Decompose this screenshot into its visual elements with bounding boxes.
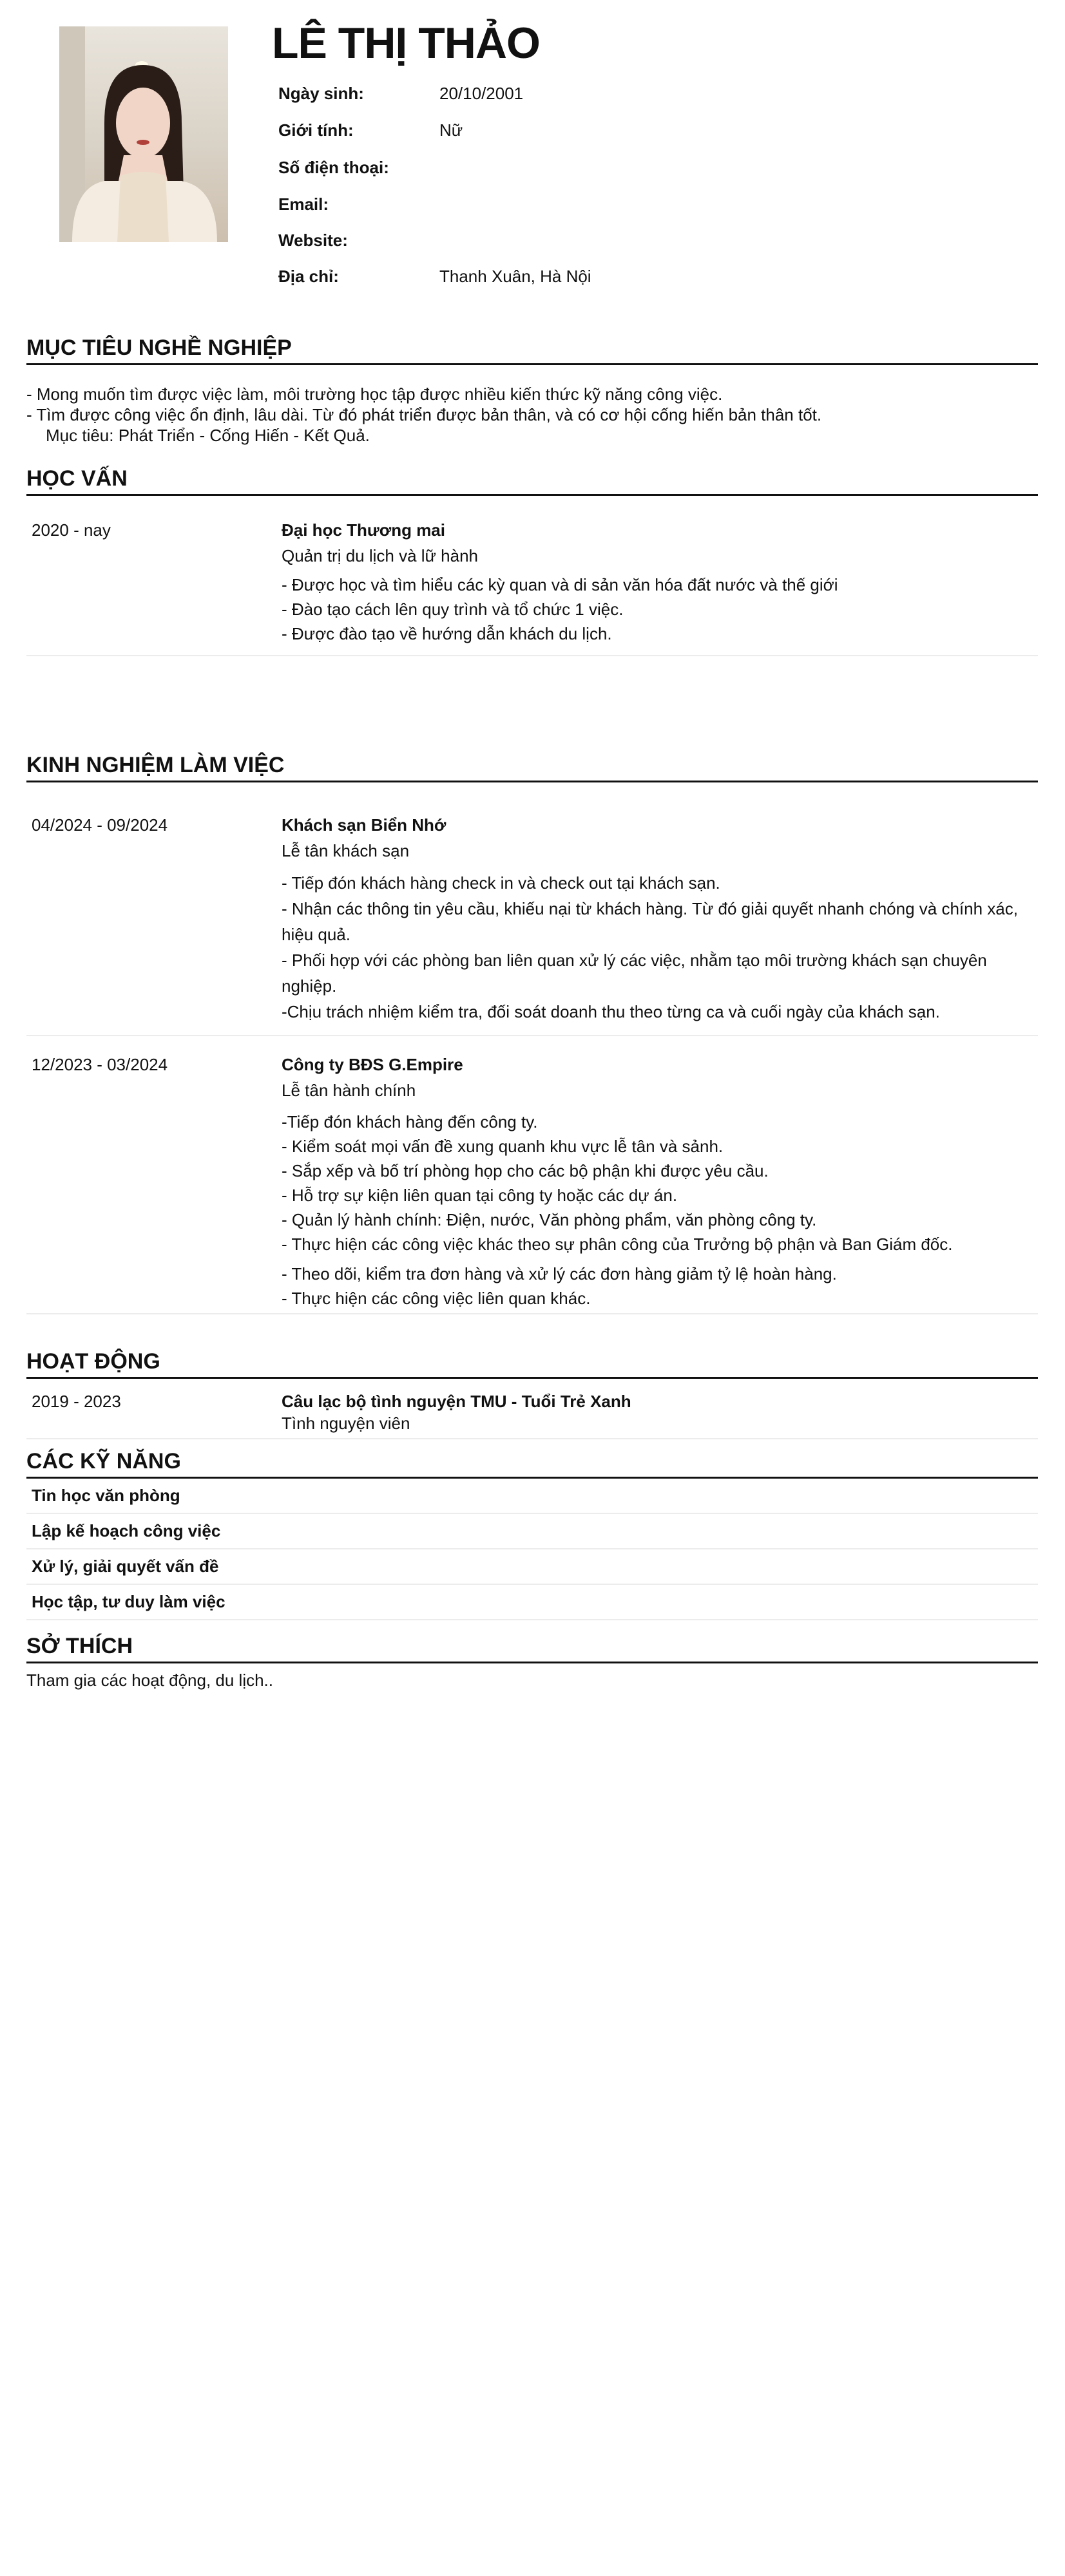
company-name: Công ty BĐS G.Empire <box>282 1055 463 1074</box>
skill-item: Xử lý, giải quyết vấn đề <box>26 1549 1038 1585</box>
experience-item <box>26 782 1038 1036</box>
info-email <box>278 194 858 220</box>
hobbies-text: Tham gia các hoạt động, du lịch.. <box>26 1671 274 1690</box>
education-bullet: - Đào tạo cách lên quy trình và tổ chức 1 việc. <box>282 600 624 619</box>
skill-item: Học tập, tư duy làm việc <box>26 1585 1038 1620</box>
info-label: Địa chỉ: <box>278 267 339 286</box>
experience-bullet: - Phối hợp với các phòng ban liên quan xử lý các việc, nhằm tạo môi trường khách sạn chuyên nghiệp. <box>282 951 987 996</box>
experience-bullet: - Kiểm soát mọi vấn đề xung quanh khu vực lễ tân và sảnh. <box>282 1137 724 1156</box>
profile-photo <box>59 26 228 242</box>
experience-bullet: - Thực hiện các công việc khác theo sự phân công của Trưởng bộ phận và Ban Giám đốc. <box>282 1235 953 1254</box>
experience-date: 04/2024 - 09/2024 <box>32 815 168 835</box>
objective-line: Mục tiêu: Phát Triển - Cống Hiến - Kết Quả. <box>46 426 370 445</box>
education-section <box>26 463 1038 656</box>
hobbies-section <box>26 1631 1038 1690</box>
experience-item <box>26 1036 1038 1314</box>
experience-section <box>26 750 1038 1314</box>
education-item <box>26 496 1038 656</box>
objective-line: - Tìm được công việc ổn định, lâu dài. Từ đó phát triển được bản thân, và có cơ hội cống hiến bản thân tốt. <box>26 405 822 424</box>
experience-bullet: - Tiếp đón khách hàng check in và check out tại khách sạn. <box>282 873 720 893</box>
info-address <box>278 267 858 292</box>
info-value: Thanh Xuân, Hà Nội <box>439 267 591 286</box>
info-value: 20/10/2001 <box>439 84 524 103</box>
job-role: Lễ tân khách sạn <box>282 841 410 860</box>
experience-bullet: - Quản lý hành chính: Điện, nước, Văn phòng phẩm, văn phòng công ty. <box>282 1210 817 1229</box>
experience-bullet: - Sắp xếp và bố trí phòng họp cho các bộ phận khi được yêu cầu. <box>282 1161 769 1180</box>
education-date: 2020 - nay <box>32 520 111 540</box>
experience-bullet: - Thực hiện các công việc liên quan khác. <box>282 1289 591 1308</box>
company-name: Khách sạn Biển Nhớ <box>282 815 446 835</box>
activity-role: Tình nguyện viên <box>282 1414 410 1433</box>
info-phone <box>278 158 858 184</box>
activity-date: 2019 - 2023 <box>32 1392 121 1411</box>
experience-bullet: - Nhận các thông tin yêu cầu, khiếu nại từ khách hàng. Từ đó giải quyết nhanh chóng và chính xác, hiệu quả. <box>282 899 1018 944</box>
candidate-name: LÊ THỊ THẢO <box>272 19 540 68</box>
info-birthdate <box>278 84 858 109</box>
education-bullet: - Được đào tạo về hướng dẫn khách du lịch. <box>282 624 612 643</box>
section-title: HOẠT ĐỘNG <box>26 1346 1038 1379</box>
activity-item <box>26 1379 1038 1439</box>
major: Quản trị du lịch và lữ hành <box>282 546 479 565</box>
section-title: CÁC KỸ NĂNG <box>26 1446 1038 1479</box>
section-title: KINH NGHIỆM LÀM VIỆC <box>26 750 1038 782</box>
skill-item: Lập kế hoạch công việc <box>26 1514 1038 1549</box>
info-website <box>278 231 858 256</box>
experience-bullet: -Chịu trách nhiệm kiểm tra, đối soát doanh thu theo từng ca và cuối ngày của khách sạn. <box>282 1002 940 1021</box>
section-title: MỤC TIÊU NGHỀ NGHIỆP <box>26 332 1038 365</box>
experience-date: 12/2023 - 03/2024 <box>32 1055 168 1074</box>
skill-item: Tin học văn phòng <box>26 1479 1038 1514</box>
education-bullet: - Được học và tìm hiểu các kỳ quan và di sản văn hóa đất nước và thế giới <box>282 575 838 594</box>
experience-bullet: -Tiếp đón khách hàng đến công ty. <box>282 1112 538 1132</box>
experience-bullet: - Theo dõi, kiểm tra đơn hàng và xử lý các đơn hàng giảm tỷ lệ hoàn hàng. <box>282 1264 837 1283</box>
experience-bullet: - Hỗ trợ sự kiện liên quan tại công ty hoặc các dự án. <box>282 1186 678 1205</box>
info-label: Email: <box>278 194 329 214</box>
info-label: Giới tính: <box>278 120 354 140</box>
info-value: Nữ <box>439 120 463 140</box>
info-gender <box>278 120 858 146</box>
skills-section <box>26 1446 1038 1620</box>
section-title: HỌC VẤN <box>26 463 1038 496</box>
activities-section <box>26 1346 1038 1439</box>
section-title: SỞ THÍCH <box>26 1631 1038 1663</box>
info-label: Website: <box>278 231 348 250</box>
info-label: Ngày sinh: <box>278 84 364 103</box>
job-role: Lễ tân hành chính <box>282 1081 416 1100</box>
activity-org: Câu lạc bộ tình nguyện TMU - Tuổi Trẻ Xanh <box>282 1392 631 1411</box>
objective-section <box>26 332 1038 446</box>
objective-line: - Mong muốn tìm được việc làm, môi trường học tập được nhiều kiến thức kỹ năng công việc. <box>26 384 723 404</box>
school-name: Đại học Thương mai <box>282 520 445 540</box>
info-label: Số điện thoại: <box>278 158 389 177</box>
